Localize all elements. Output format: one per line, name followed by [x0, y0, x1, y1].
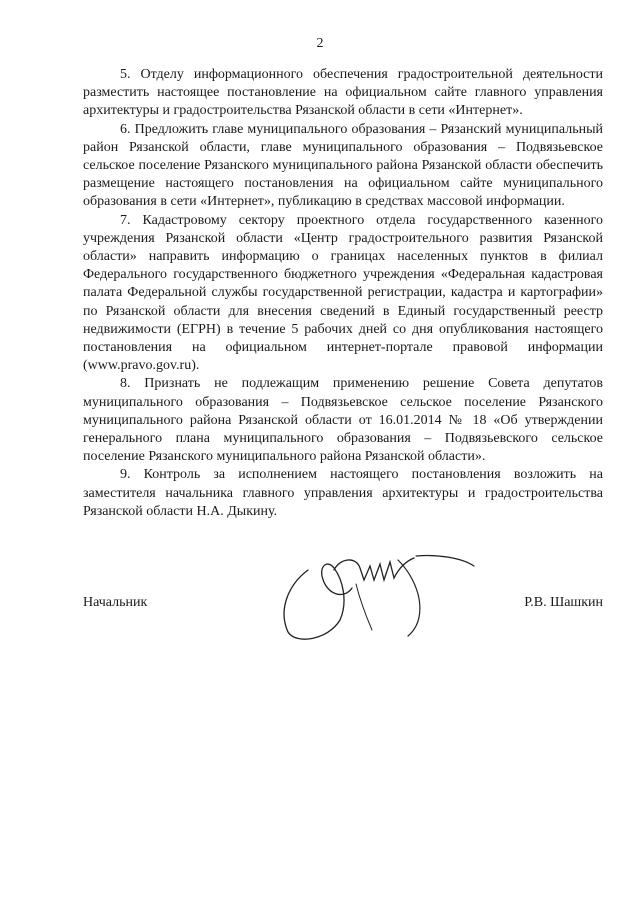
paragraph-5: 5. Отделу информационного обеспечения градостроительной деятельности разместить настоящее постановление на официальном сайте главного управления архитектуры и градостроительства Рязанской области в сети «Интернет». [83, 67, 603, 119]
paragraph-9: 9. Контроль за исполнением настоящего постановления возложить на заместителя начальника главного управления архитектуры и градостроительства Рязанской области Н.А. Дыкину. [83, 467, 603, 519]
page-number: 2 [316, 36, 324, 51]
paragraph-6: 6. Предложить главе муниципального образования – Рязанский муниципальный район Рязанской области, главе муниципального образования – Подвязьевское сельское поселение Рязанского муниципального района Рязанской области обеспечить размещение настоящего постановления на официальном сайте муниципального образования в сети «Интернет», публикацию в средствах массовой информации. [83, 121, 603, 210]
signatory-title: Начальник [83, 595, 148, 610]
document-body [83, 66, 603, 521]
paragraph-7: 7. Кадастровому сектору проектного отдела государственного казенного учреждения Рязанской области «Центр градостроительного развития Рязанской области» направить информацию о границах населенных пунктов в филиал Федерального государственного бюджетного учреждения «Федеральная кадастровая палата Федеральной службы государственной регистрации, кадастра и картографии» по Рязанской области для внесения сведений в Единый государственный реестр недвижимости (ЕГРН) в течение 5 рабочих дней со дня опубликования настоящего постановления на официальном интернет-портале правовой информации (www.pravo.gov.ru). [83, 212, 603, 374]
signature-block [83, 540, 603, 660]
signatory-name: Р.В. Шашкин [524, 595, 603, 610]
handwritten-signature-icon [248, 540, 488, 650]
paragraph-8: 8. Признать не подлежащим применению решение Совета депутатов муниципального образования – Подвязьевское сельское поселение Рязанского муниципального района Рязанской области от 16.01.2014 № 18 «Об утверждении генерального плана муниципального образования – Подвязьевского сельское поселение Рязанского муниципального района Рязанской области». [83, 376, 603, 465]
